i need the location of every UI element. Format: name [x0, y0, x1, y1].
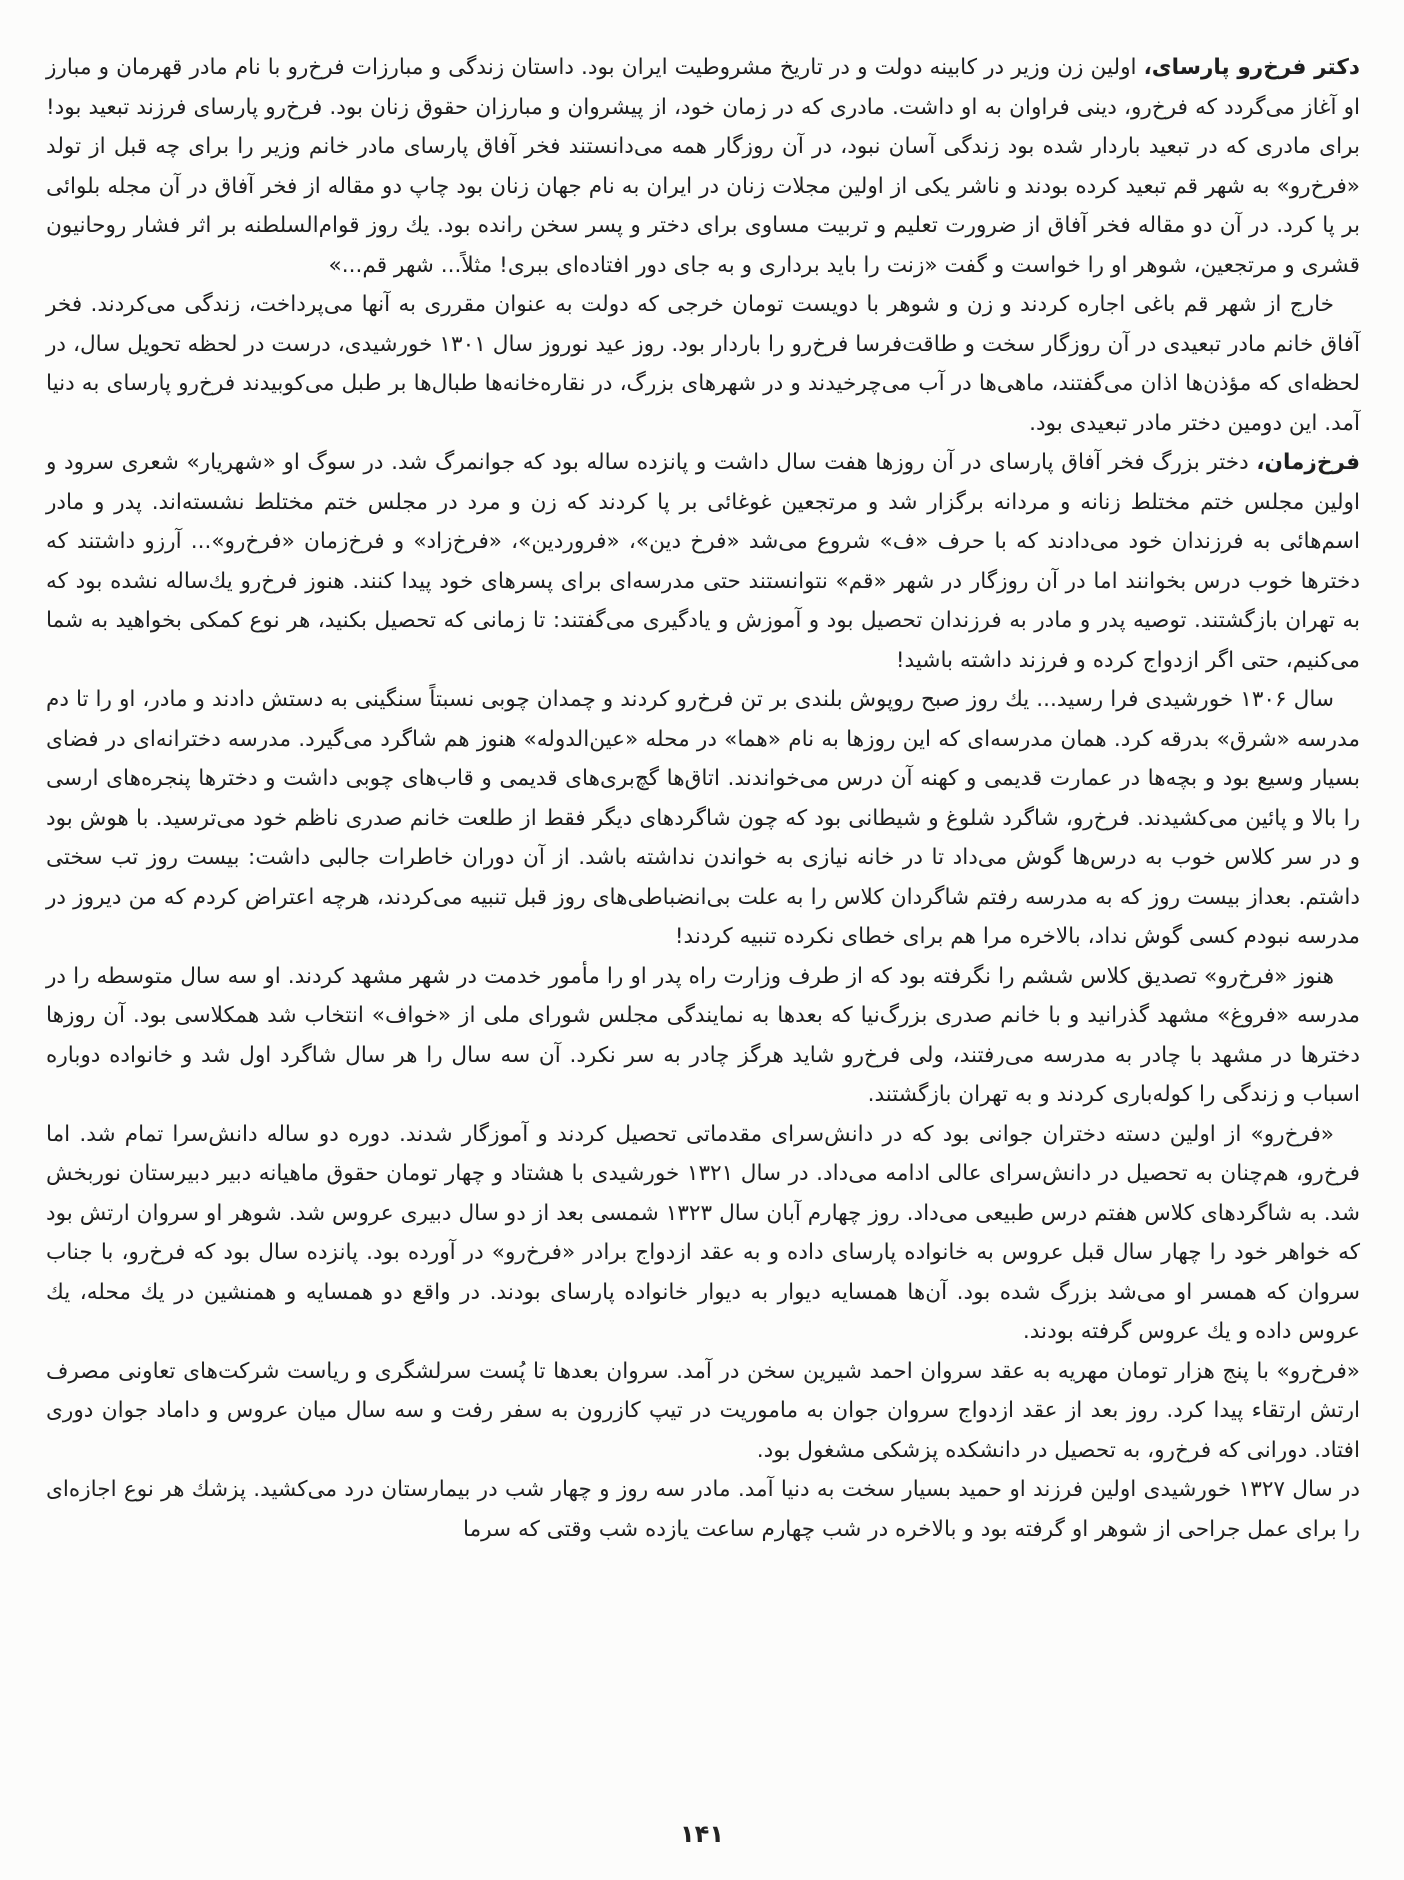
paragraph-3-text: دختر بزرگ فخر آفاق پارسای در آن روزها هفت سال داشت و پانزده ساله بود که جوانمرگ شد. در سوگ او «شهریار» شعری سرود و اولین مجلس ختم مختلط زنانه و مردانه برگزار شد و مرتجعین غوغائی بر پا کردند که زن و مرد در مجلس ختم مختلط نشسته‌اند. پدر و مادر اسم‌هائی به فرزندان خود می‌دادند که با حرف «ف» شروع می‌شد «فرخ دین»، «فروردین»، «فرخ‌زاد» و فرخ‌زمان «فرخ‌رو»... آرزو داشتند که دخترها خوب درس بخوانند اما در آن روزگار در شهر «قم» نتوانستند حتی مدرسه‌ای برای پسرهای خود پیدا کنند. هنوز فرخ‌رو یك‌ساله نشده بود که به تهران بازگشتند. توصیه پدر و مادر به فرزندان تحصیل بود و آموزش و یادگیری می‌گفتند: تا زمانی که تحصیل بکنید، هر نوع کمکی بخواهید به شما می‌کنیم، حتی اگر ازدواج کرده و فرزند داشته باشید! — [46, 450, 1360, 673]
paragraph-2 — [46, 285, 1360, 443]
page-number: ۱۴۱ — [680, 1820, 724, 1848]
paragraph-8 — [46, 1470, 1360, 1549]
paragraph-1 — [46, 48, 1360, 285]
paragraph-4-text: سال ۱۳۰۶ خورشیدی فرا رسید... یك روز صبح روپوش بلندی بر تن فرخ‌رو کردند و چمدان چوبی نسبتاً سنگینی به دستش دادند و مادر، او را تا دم مدرسه «شرق» بدرقه کرد. همان مدرسه‌ای که این روزها به نام «هما» در محله «عین‌الدوله» هنوز هم شاگرد می‌گیرد. مدرسه دخترانه‌ای در فضای بسیار وسیع بود و بچه‌ها در عمارت قدیمی و کهنه آن درس می‌خواندند. اتاق‌ها گچ‌بری‌های قدیمی و قاب‌های چوبی داشت و دخترها پنجره‌های ارسی را بالا و پائین می‌کشیدند. فرخ‌رو، شاگرد شلوغ و شیطانی بود که چون شاگردهای دیگر فقط از طلعت خانم صدری ناظم خود می‌ترسید. با هوش بود و در سر کلاس خوب به درس‌ها گوش می‌داد تا در خانه نیازی به خواندن نداشته باشد. از آن دوران خاطرات جالبی داشت: بیست روز تب سختی داشتم. بعداز بیست روز که به مدرسه رفتم شاگردان کلاس را به علت بی‌انضباطی‌های روز قبل تنبیه می‌کردند، هرچه اعتراض کردم که من دیروز در مدرسه نبودم کسی گوش نداد، بالاخره مرا هم برای خطای نکرده تنبیه کردند! — [46, 687, 1360, 949]
paragraph-7-text: «فرخ‌رو» با پنج هزار تومان مهریه به عقد سروان احمد شیرین سخن در آمد. سروان بعدها تا پُست سرلشگری و ریاست شرکت‌های تعاونی مصرف ارتش ارتقاء پیدا کرد. روز بعد از عقد ازدواج سروان جوان به ماموریت در تیپ کازرون به سفر رفت و سه سال میان عروس و داماد جوان دوری افتاد. دورانی که فرخ‌رو، به تحصیل در دانشکده پزشکی مشغول بود. — [46, 1358, 1360, 1463]
paragraph-1-lead: دکتر فرخ‌رو پارسای، — [1143, 55, 1360, 80]
paragraph-8-text: در سال ۱۳۲۷ خورشیدی اولین فرزند او حمید بسیار سخت به دنیا آمد. مادر سه روز و چهار شب در بیمارستان درد می‌کشید. پزشك هر نوع اجازه‌ای را برای عمل جراحی از شوهر او گرفته بود و بالاخره در شب چهارم ساعت یازده شب وقتی که سرما — [46, 1477, 1360, 1542]
paragraph-6 — [46, 1115, 1360, 1352]
paragraph-3 — [46, 443, 1360, 680]
paragraph-1-text: اولین زن وزیر در کابینه دولت و در تاریخ مشروطیت ایران بود. داستان زندگی و مبارزات فرخ‌رو با نام مادر قهرمان و مبارز او آغاز می‌گردد که فرخ‌رو، دینی فراوان به او داشت. مادری که در زمان خود، از پیشروان و مبارزان حقوق زنان بود. فرخ‌رو پارسای فرزند تبعید بود! برای مادری که در تبعید باردار شده بود زندگی آسان نبود، در آن روزگار همه می‌دانستند فخر آفاق پارسای مادر خانم وزیر را برای چه قبل از تولد «فرخ‌رو» به شهر قم تبعید کرده بودند و ناشر یکی از اولین مجلات زنان در ایران به نام جهان زنان بود چاپ دو مقاله از فخر آفاق در آن مجله بلوائی بر پا کرد. در آن دو مقاله فخر آفاق از ضرورت تعلیم و تربیت مساوی برای دختر و پسر سخن رانده بود. یك روز قوام‌السلطنه بر اثر فشار روحانیون قشری و مرتجعین، شوهر او را خواست و گفت «زنت را باید برداری و به جای دور افتاده‌ای ببری! مثلاً... شهر قم...» — [46, 55, 1360, 278]
paragraph-7 — [46, 1352, 1360, 1471]
paragraph-6-text: «فرخ‌رو» از اولین دسته دختران جوانی بود که در دانش‌سرای مقدماتی تحصیل کردند و آموزگار شدند. دوره دو ساله دانش‌سرا تمام شد. اما فرخ‌رو، هم‌چنان به تحصیل در دانش‌سرای عالی ادامه می‌داد. در سال ۱۳۲۱ خورشیدی با هشتاد و چهار تومان حقوق ماهیانه دبیر دبیرستان نوربخش شد. به شاگردهای کلاس هفتم درس طبیعی می‌داد. روز چهارم آبان سال ۱۳۲۳ شمسی بعد از دو سال دبیری عروس شد. شوهر او سروان ارتش بود که خواهر خود را چهار سال قبل عروس به خانواده پارسای داده و به عقد ازدواج برادر «فرخ‌رو» در آورده بود. پانزده سال بود که فرخ‌رو، با جناب سروان که همسر او می‌شد بزرگ شده بود. آن‌ها همسایه دیوار به دیوار خانواده پارسای بودند. در واقع دو همسایه و همنشین در یك محله، یك عروس داده و یك عروس گرفته بودند. — [46, 1121, 1360, 1344]
paragraph-3-lead: فرخ‌زمان، — [1256, 450, 1360, 475]
paragraph-5-text: هنوز «فرخ‌رو» تصدیق کلاس ششم را نگرفته بود که از طرف وزارت راه پدر او را مأمور خدمت در شهر مشهد کردند. او سه سال متوسطه را در مدرسه «فروغ» مشهد گذرانید و با خانم صدری بزرگ‌نیا که بعدها به نمایندگی مجلس شورای ملی از «خواف» انتخاب شد همکلاسی بود. آن روزها دخترها در مشهد با چادر به مدرسه می‌رفتند، ولی فرخ‌رو شاید هرگز چادر به سر نکرد. آن سه سال را هر سال شاگرد اول شد و خانواده دوباره اسباب و زندگی را کوله‌باری کردند و به تهران بازگشتند. — [46, 963, 1360, 1107]
paragraph-4 — [46, 680, 1360, 957]
paragraph-5 — [46, 957, 1360, 1115]
body-text — [46, 48, 1360, 1549]
paragraph-2-text: خارج از شهر قم باغی اجاره کردند و زن و شوهر با دویست تومان خرجی که دولت به عنوان مقرری به آنها می‌پرداخت، زندگی می‌کردند. فخر آفاق خانم مادر تبعیدی در آن روزگار سخت و طاقت‌فرسا فرخ‌رو را باردار بود. روز عید نوروز سال ۱۳۰۱ خورشیدی، درست در لحظه تحویل سال، در لحظه‌ای که مؤذن‌ها اذان می‌گفتند، ماهی‌ها در آب می‌چرخیدند و در شهرهای بزرگ، در نقاره‌خانه‌ها طبال‌ها بر طبل می‌کوبیدند فرخ‌رو پارسای به دنیا آمد. این دومین دختر مادر تبعیدی بود. — [46, 292, 1360, 436]
